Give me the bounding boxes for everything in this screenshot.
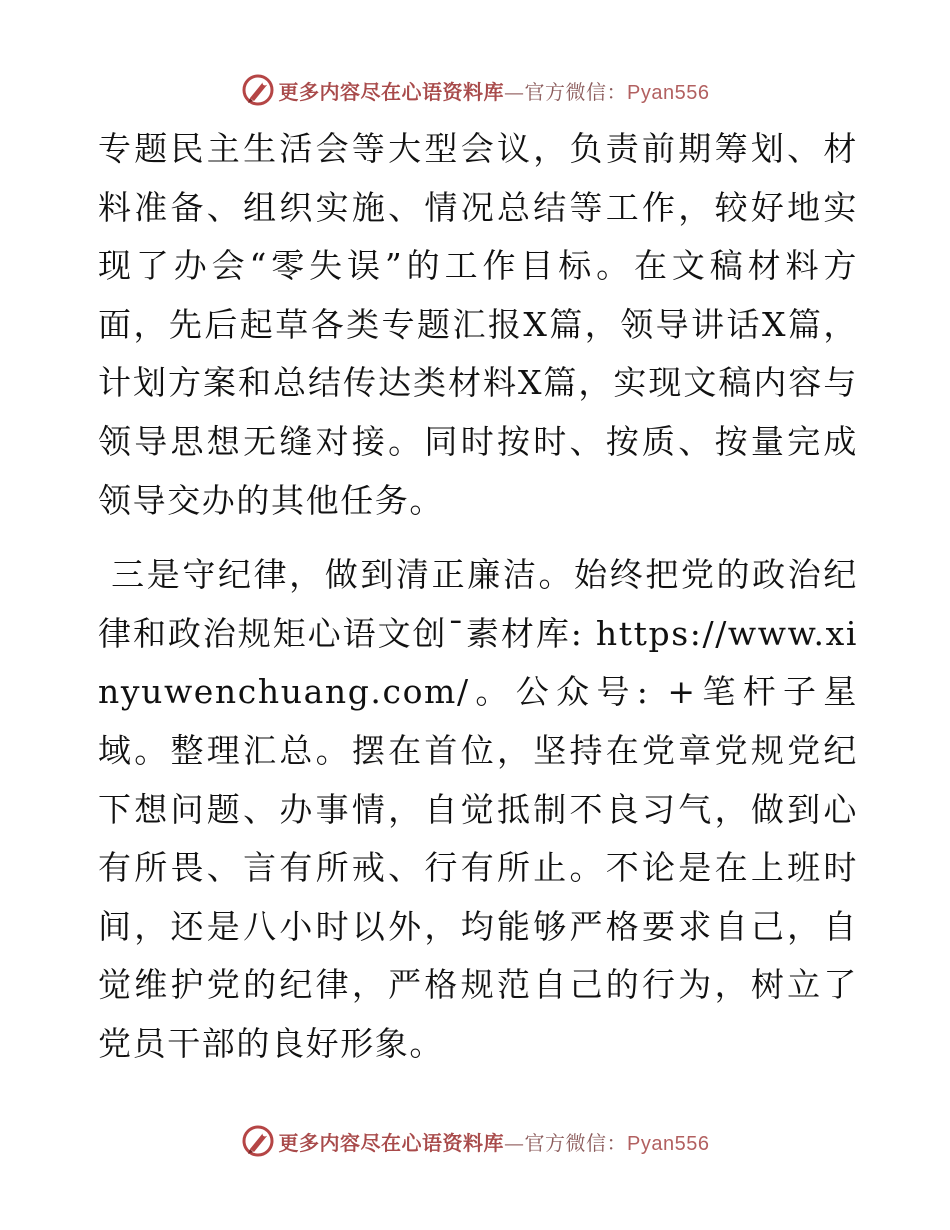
banner-wechat-label: 官方微信： xyxy=(524,1130,628,1155)
pen-logo-icon xyxy=(241,1124,275,1158)
pen-logo-icon xyxy=(241,73,275,107)
header-banner xyxy=(0,70,950,110)
banner-wechat-id: Pyan556 xyxy=(627,81,710,104)
banner-dash: — xyxy=(504,79,525,104)
paragraph: 三是守纪律，做到清正廉洁。始终把党的政治纪律和政治规矩心语文创¯素材库: https://www.xinyuwenchuang.com/。公众号: +笔杆子星域。整理汇总。摆在首位，坚持在党章党规党纪下想问题、办事情，自觉抵制不良习气，做到心有所畏、言有所戒、行有所止。不论是在上班时间，还是八小时以外，均能够严格要求自己，自觉维护党的纪律，严格规范自己的行为，树立了党员干部的良好形象。 xyxy=(98,555,858,1063)
banner-slogan: 更多内容尽在心语资料库 xyxy=(278,79,505,104)
paragraph: 专题民主生活会等大型会议，负责前期筹划、材料准备、组织实施、情况总结等工作，较好地实现了办会“零失误”的工作目标。在文稿材料方面，先后起草各类专题汇报X篇，领导讲话X篇，计划方案和总结传达类材料X篇，实现文稿内容与领导思想无缝对接。同时按时、按质、按量完成领导交办的其他任务。 xyxy=(98,129,858,520)
document-body xyxy=(98,120,858,1074)
banner-wechat-label: 官方微信： xyxy=(524,79,628,104)
banner-dash: — xyxy=(504,1130,525,1155)
banner-slogan: 更多内容尽在心语资料库 xyxy=(278,1130,505,1155)
banner-wechat-id: Pyan556 xyxy=(627,1132,710,1155)
footer-banner xyxy=(0,1121,950,1161)
